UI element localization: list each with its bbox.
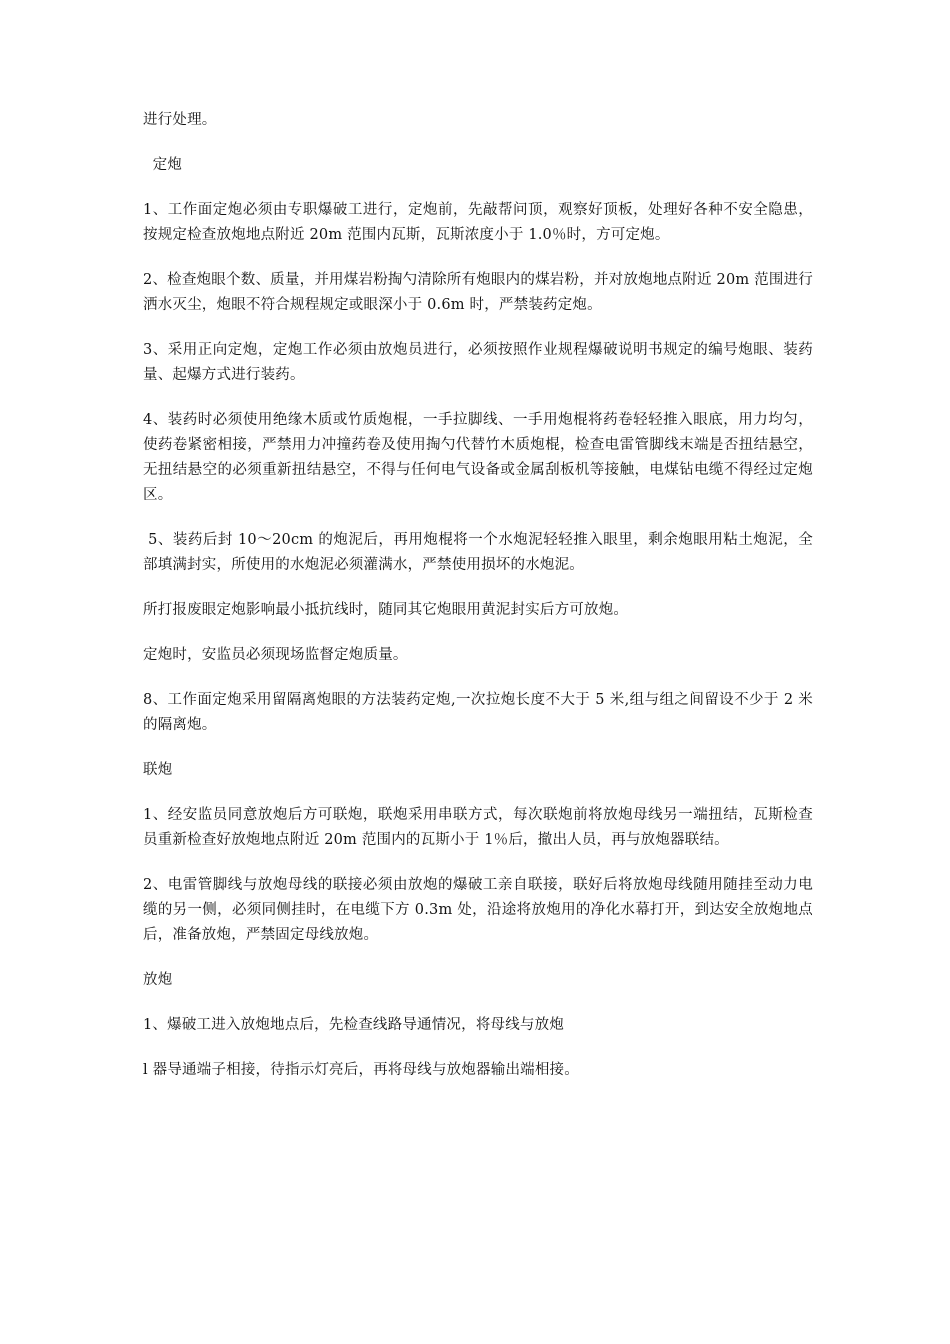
paragraph-fangpao-1: 1、爆破工进入放炮地点后，先检查线路导通情况，将母线与放炮 bbox=[143, 1017, 565, 1033]
paragraph-dingpao-3: 3、采用正向定炮，定炮工作必须由放炮员进行，必须按照作业规程爆破说明书规定的编号炮眼、装药量、起爆方式进行装药。 bbox=[143, 342, 813, 383]
paragraph-dingpao-scrap-holes: 所打报废眼定炮影响最小抵抗线时，随同其它炮眼用黄泥封实后方可放炮。 bbox=[143, 602, 629, 618]
document-page bbox=[143, 108, 813, 1103]
paragraph-dingpao-5: 5、装药后封 10～20cm 的炮泥后，再用炮棍将一个水炮泥轻轻推入眼里，剩余炮眼用粘土炮泥，全部填满封实，所使用的水炮泥必须灌满水，严禁使用损坏的水炮泥。 bbox=[143, 532, 813, 573]
section-heading-lianpao: 联炮 bbox=[143, 762, 173, 778]
paragraph-dingpao-8: 8、工作面定炮采用留隔离炮眼的方法装药定炮,一次拉炮长度不大于 5 米,组与组之间留设不少于 2 米的隔离炮。 bbox=[143, 692, 813, 733]
paragraph-dingpao-4: 4、装药时必须使用绝缘木质或竹质炮棍，一手拉脚线、一手用炮棍将药卷轻轻推入眼底，用力均匀，使药卷紧密相接，严禁用力冲撞药卷及使用掏勺代替竹木质炮棍，检查电雷管脚线末端是否扭结悬空，无扭结悬空的必须重新扭结悬空，不得与任何电气设备或金属刮板机等接触，电煤钻电缆不得经过定炮区。 bbox=[143, 412, 813, 503]
paragraph-dingpao-2: 2、检查炮眼个数、质量，并用煤岩粉掏勺清除所有炮眼内的煤岩粉，并对放炮地点附近 20m 范围进行洒水灭尘，炮眼不符合规程规定或眼深小于 0.6m 时，严禁装药定炮。 bbox=[143, 272, 813, 313]
paragraph-lianpao-1: 1、经安监员同意放炮后方可联炮，联炮采用串联方式，每次联炮前将放炮母线另一端扭结，瓦斯检查员重新检查好放炮地点附近 20m 范围内的瓦斯小于 1％后，撤出人员，再与放炮器联结。 bbox=[143, 807, 813, 848]
paragraph-fangpao-1-continued: l 器导通端子相接，待指示灯亮后，再将母线与放炮器输出端相接。 bbox=[143, 1062, 579, 1078]
section-heading-dingpao: 定炮 bbox=[143, 157, 183, 173]
paragraph-dingpao-supervision: 定炮时，安监员必须现场监督定炮质量。 bbox=[143, 647, 408, 663]
paragraph-continuation: 进行处理。 bbox=[143, 112, 217, 128]
section-heading-fangpao: 放炮 bbox=[143, 972, 173, 988]
paragraph-lianpao-2: 2、电雷管脚线与放炮母线的联接必须由放炮的爆破工亲自联接，联好后将放炮母线随用随挂至动力电缆的另一侧，必须同侧挂时，在电缆下方 0.3m 处，沿途将放炮用的净化水幕打开，到达安全放炮地点后，准备放炮，严禁固定母线放炮。 bbox=[143, 877, 813, 943]
paragraph-dingpao-1: 1、工作面定炮必须由专职爆破工进行，定炮前，先敲帮问顶，观察好顶板，处理好各种不安全隐患，按规定检查放炮地点附近 20m 范围内瓦斯，瓦斯浓度小于 1.0％时，方可定炮。 bbox=[143, 202, 813, 243]
